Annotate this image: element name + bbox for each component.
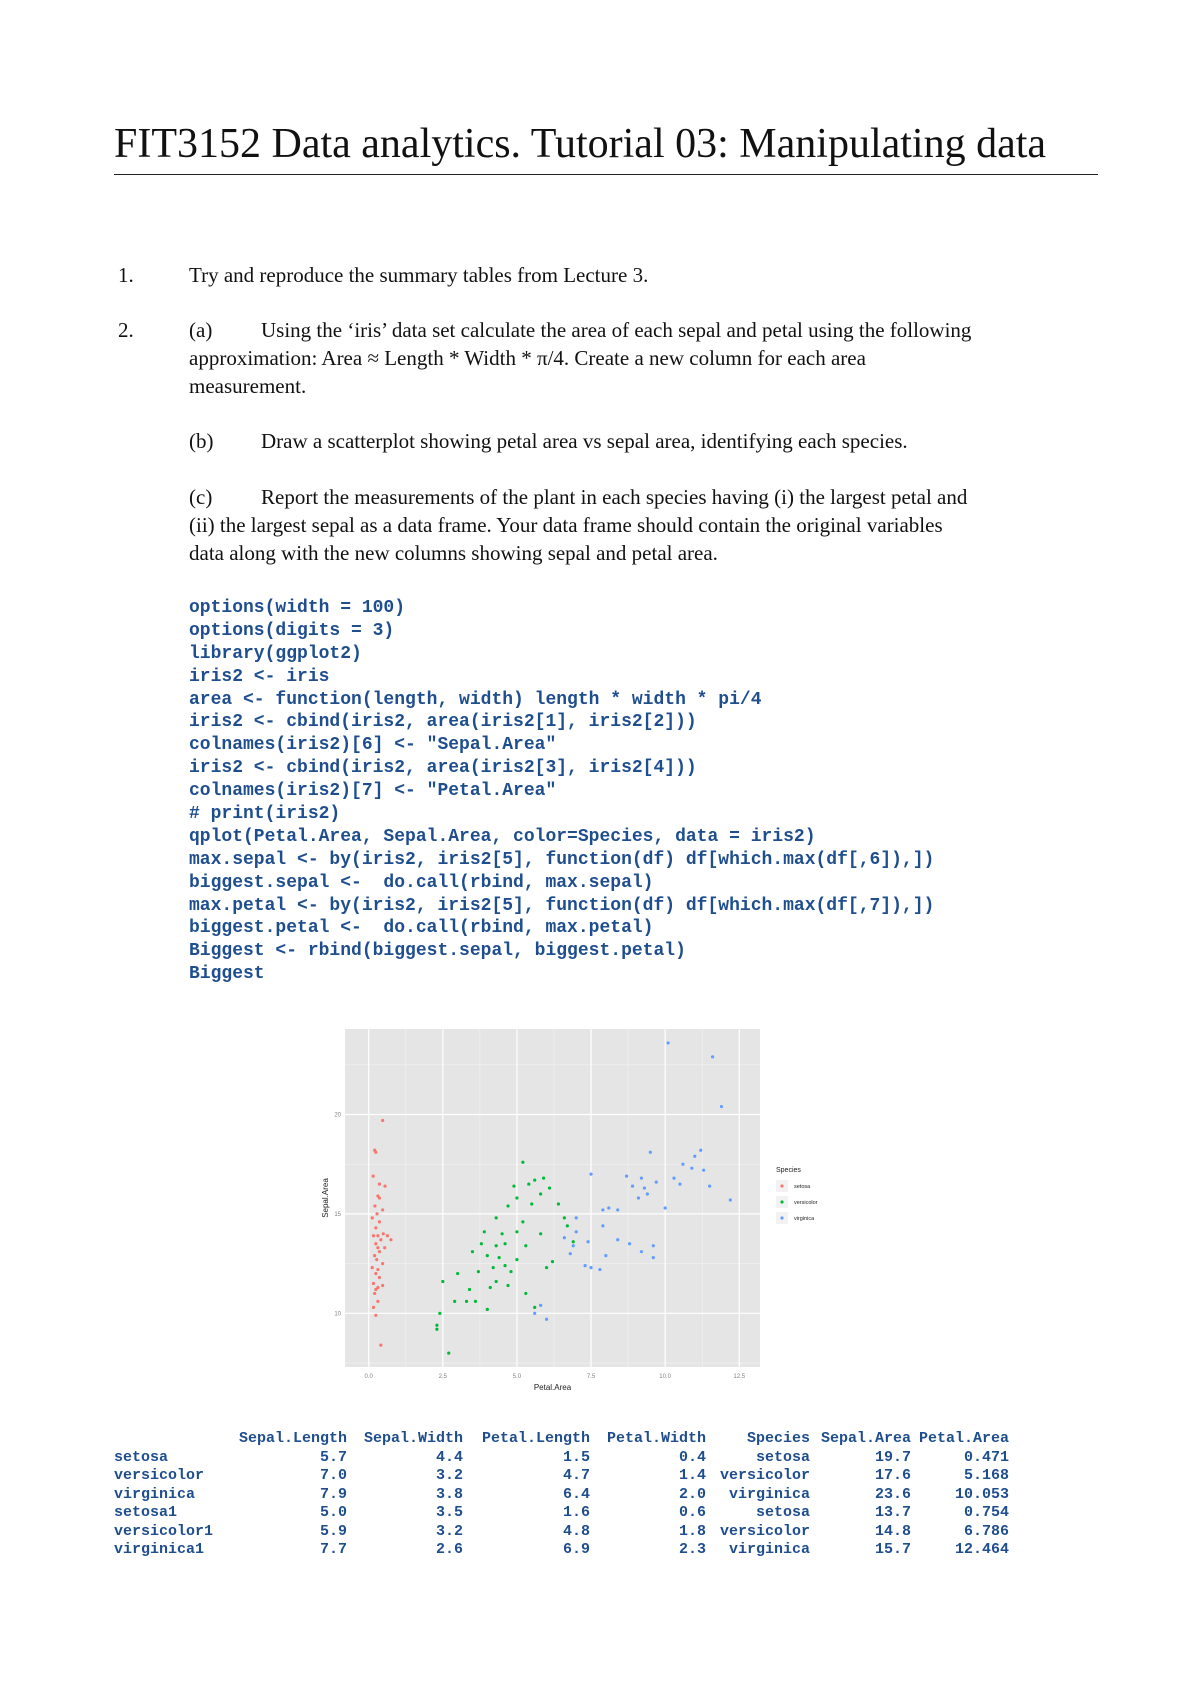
table-cell: setosa [755,1448,810,1466]
data-point-versicolor [545,1266,548,1269]
item-text-1: Try and reproduce the summary tables from Lecture 3. [189,263,649,287]
table-row [114,1486,1009,1505]
column-header: Petal.Area [918,1430,1009,1447]
y-axis-title: Sepal.Area [321,1178,330,1218]
row-name: setosa [114,1448,169,1466]
data-point-virginica [601,1224,604,1227]
data-point-versicolor [498,1256,501,1259]
code-line: options(width = 100) [189,598,406,618]
code-line: colnames(iris2)[7] <- "Petal.Area" [189,781,557,802]
q2c-label: (c) [189,485,213,509]
x-tick-label: 0.0 [364,1374,373,1380]
table-cell: 15.7 [874,1541,911,1558]
x-tick-label: 5.0 [512,1374,522,1380]
legend-swatch [780,1216,783,1219]
table-cell: 2.3 [678,1541,706,1558]
data-point-setosa [375,1258,378,1261]
table-row [114,1449,1009,1468]
data-point-versicolor [503,1242,506,1245]
row-name: versicolor1 [114,1522,214,1540]
data-point-virginica [616,1208,619,1211]
data-point-virginica [628,1242,631,1245]
data-point-versicolor [435,1328,438,1331]
data-point-setosa [383,1184,386,1187]
data-point-virginica [601,1208,604,1211]
table-header-row [114,1430,1009,1449]
table-cell: 6.786 [963,1522,1009,1540]
column-header: Species [746,1430,810,1447]
data-point-setosa [378,1182,381,1185]
data-point-versicolor [515,1258,518,1261]
table-cell: 1.5 [562,1448,590,1466]
data-point-virginica [589,1173,592,1176]
table-cell: 5.168 [963,1467,1009,1484]
table-cell: 12.464 [954,1541,1009,1558]
data-point-virginica [711,1055,714,1058]
data-point-versicolor [435,1324,438,1327]
legend-swatch [780,1184,783,1187]
data-point-versicolor [503,1264,506,1267]
data-point-versicolor [530,1202,533,1205]
column-header: Sepal.Area [820,1430,911,1447]
data-point-virginica [572,1244,575,1247]
data-point-setosa [376,1286,379,1289]
data-point-setosa [376,1300,379,1303]
table-cell: 13.7 [874,1504,911,1521]
table-cell: 3.8 [435,1485,463,1503]
table-cell: 23.6 [874,1485,911,1503]
q2c-line3: data along with the new columns showing sepal and petal area. [189,541,718,565]
data-point-setosa [374,1242,377,1245]
y-tick-label: 20 [334,1112,341,1119]
item-number-2: 2. [118,318,134,342]
table-cell: 0.471 [963,1448,1009,1466]
data-point-versicolor [506,1204,509,1207]
data-point-virginica [729,1198,732,1201]
x-tick-label: 10.0 [659,1374,671,1380]
data-point-virginica [604,1254,607,1257]
table-cell: 7.7 [319,1541,347,1558]
data-point-setosa [371,1216,374,1219]
table-cell: 5.7 [319,1448,347,1466]
table-cell: 10.053 [954,1485,1009,1503]
data-point-virginica [702,1169,705,1172]
code-line: Biggest [189,964,265,985]
data-point-virginica [678,1182,681,1185]
data-point-versicolor [471,1250,474,1253]
data-point-versicolor [512,1184,515,1187]
data-point-setosa [381,1262,384,1265]
data-point-virginica [637,1196,640,1199]
data-point-versicolor [521,1220,524,1223]
data-point-setosa [372,1282,375,1285]
table-cell: versicolor [719,1522,810,1540]
q2c-line2: (ii) the largest sepal as a data frame. Your data frame should contain the original variables [189,513,943,537]
data-point-setosa [373,1292,376,1295]
data-point-versicolor [539,1192,542,1195]
data-point-virginica [646,1192,649,1195]
row-name: virginica [114,1485,196,1503]
r-code-block [189,597,934,986]
data-point-virginica [607,1206,610,1209]
code-line: max.sepal <- by(iris2, iris2[5], function(df) df[which.max(df[,6]),]) [189,849,935,870]
data-point-setosa [379,1238,382,1241]
table-cell: 0.4 [678,1448,706,1466]
code-line: iris2 <- cbind(iris2, area(iris2[1], iris2[2])) [189,712,697,733]
data-point-virginica [690,1167,693,1170]
data-point-virginica [640,1250,643,1253]
row-name: versicolor [114,1467,205,1484]
data-point-virginica [664,1206,667,1209]
data-point-virginica [631,1184,634,1187]
x-axis-title: Petal.Area [533,1383,572,1392]
q2b-label: (b) [189,429,214,453]
data-point-virginica [616,1238,619,1241]
table-cell: 1.4 [678,1467,706,1484]
data-point-versicolor [495,1216,498,1219]
code-line: # print(iris2) [189,804,341,825]
data-point-versicolor [447,1351,450,1354]
legend-label: setosa [794,1184,811,1190]
data-point-virginica [640,1177,643,1180]
legend-label: versicolor [794,1200,818,1206]
code-line: library(ggplot2) [189,643,362,664]
table-row [114,1541,1009,1560]
table-cell: 5.0 [319,1504,347,1521]
data-point-setosa [379,1344,382,1347]
table-cell: 3.5 [435,1504,463,1521]
data-point-versicolor [456,1272,459,1275]
table-cell: 0.6 [678,1504,706,1521]
data-point-setosa [378,1250,381,1253]
data-point-versicolor [566,1224,569,1227]
table-cell: 6.9 [562,1541,590,1558]
page-title: FIT3152 Data analytics. Tutorial 03: Manipulating data [114,116,1098,175]
data-point-virginica [699,1149,702,1152]
data-point-setosa [374,1226,377,1229]
data-point-versicolor [480,1242,483,1245]
code-line: iris2 <- iris [189,666,330,687]
data-point-versicolor [477,1270,480,1273]
data-point-versicolor [486,1308,489,1311]
table-cell: 5.9 [319,1522,347,1540]
legend-title: Species [776,1167,801,1174]
data-point-virginica [652,1244,655,1247]
data-point-virginica [649,1151,652,1154]
table-cell: setosa [755,1504,810,1521]
data-point-virginica [586,1240,589,1243]
data-point-setosa [375,1212,378,1215]
table-cell: 14.8 [874,1522,911,1540]
data-point-setosa [372,1306,375,1309]
data-point-virginica [598,1268,601,1271]
y-tick-label: 10 [334,1311,341,1318]
table-cell: 4.8 [562,1522,590,1540]
table-cell: 17.6 [874,1467,911,1484]
data-point-virginica [672,1177,675,1180]
q2b-text: Draw a scatterplot showing petal area vs sepal area, identifying each species. [261,429,908,453]
column-header: Sepal.Width [363,1430,463,1447]
table-row [114,1467,1009,1486]
x-tick-label: 12.5 [733,1374,746,1380]
code-line: biggest.petal <- do.call(rbind, max.petal) [189,918,654,939]
table-cell: 7.9 [319,1485,347,1503]
data-point-versicolor [539,1232,542,1235]
column-header: Sepal.Length [238,1430,347,1447]
code-line: area <- function(length, width) length * width * pi/4 [189,689,762,710]
q2a-line2: approximation: Area ≈ Length * Width * π/4. Create a new column for each area [189,346,866,370]
data-point-setosa [371,1266,374,1269]
data-point-versicolor [515,1196,518,1199]
data-point-versicolor [453,1300,456,1303]
biggest-data-frame [114,1430,1009,1560]
code-line: max.petal <- by(iris2, iris2[5], function(df) df[which.max(df[,7]),]) [189,895,935,916]
data-point-versicolor [515,1230,518,1233]
data-point-versicolor [524,1292,527,1295]
data-point-versicolor [438,1312,441,1315]
code-line: biggest.sepal <- do.call(rbind, max.sepal) [189,872,654,893]
column-header: Petal.Width [606,1430,706,1447]
data-point-versicolor [492,1266,495,1269]
data-point-setosa [378,1276,381,1279]
data-point-virginica [693,1155,696,1158]
data-point-virginica [667,1041,670,1044]
data-point-virginica [539,1304,542,1307]
data-point-setosa [376,1268,379,1271]
x-tick-label: 2.5 [438,1374,447,1380]
table-cell: 19.7 [874,1448,911,1466]
data-point-virginica [575,1230,578,1233]
data-point-versicolor [489,1286,492,1289]
data-point-virginica [655,1180,658,1183]
scatterplot [318,1027,828,1400]
code-line: iris2 <- cbind(iris2, area(iris2[3], iris2[4])) [189,758,697,779]
data-point-virginica [589,1266,592,1269]
data-point-versicolor [524,1244,527,1247]
data-point-setosa [386,1234,389,1237]
table-cell: 0.754 [963,1504,1009,1521]
code-line: qplot(Petal.Area, Sepal.Area, color=Species, data = iris2) [189,826,816,847]
data-point-virginica [563,1236,566,1239]
data-point-virginica [545,1318,548,1321]
table-cell: 7.0 [319,1467,347,1484]
item-number-1: 1. [118,263,134,287]
data-point-setosa [378,1220,381,1223]
data-point-virginica [681,1163,684,1166]
data-point-setosa [382,1232,385,1235]
table-row [114,1523,1009,1542]
data-point-versicolor [548,1186,551,1189]
data-point-setosa [389,1238,392,1241]
row-name: virginica1 [114,1541,205,1558]
q2c-line1: Report the measurements of the plant in each species having (i) the largest petal and [261,485,968,509]
table-cell: versicolor [719,1467,810,1484]
data-point-setosa [378,1196,381,1199]
code-line: options(digits = 3) [189,620,395,641]
data-point-setosa [376,1246,379,1249]
data-point-versicolor [551,1260,554,1263]
data-point-setosa [372,1234,375,1237]
data-point-versicolor [465,1300,468,1303]
data-point-versicolor [533,1306,536,1309]
x-tick-label: 7.5 [586,1374,596,1380]
y-tick-label: 15 [334,1211,341,1218]
table-cell: 3.2 [435,1522,463,1540]
data-point-versicolor [557,1202,560,1205]
table-cell: 2.0 [678,1485,706,1503]
data-point-versicolor [483,1230,486,1233]
data-point-versicolor [495,1280,498,1283]
data-point-versicolor [474,1300,477,1303]
data-point-setosa [374,1272,377,1275]
data-point-setosa [381,1119,384,1122]
q2a-label: (a) [189,318,213,342]
data-point-versicolor [509,1270,512,1273]
column-header: Petal.Length [481,1430,590,1447]
data-point-setosa [381,1208,384,1211]
row-name: setosa1 [114,1504,178,1521]
data-point-virginica [720,1105,723,1108]
data-point-virginica [584,1264,587,1267]
data-point-setosa [374,1151,377,1154]
data-point-setosa [373,1204,376,1207]
data-point-setosa [373,1254,376,1257]
table-cell: 4.7 [562,1467,590,1484]
data-point-virginica [575,1216,578,1219]
data-point-virginica [652,1256,655,1259]
data-point-versicolor [486,1254,489,1257]
data-point-versicolor [506,1284,509,1287]
code-line: Biggest <- rbind(biggest.sepal, biggest.petal) [189,941,686,962]
table-cell: 2.6 [435,1541,463,1558]
legend-swatch [780,1200,783,1203]
data-point-virginica [569,1252,572,1255]
q2a-line3: measurement. [189,374,307,398]
q2a-line1: Using the ‘iris’ data set calculate the area of each sepal and petal using the following [261,318,972,342]
data-point-setosa [372,1175,375,1178]
table-cell: 1.6 [562,1504,590,1521]
data-point-versicolor [527,1182,530,1185]
table-cell: 3.2 [435,1467,463,1484]
data-point-virginica [708,1184,711,1187]
data-point-versicolor [501,1232,504,1235]
data-point-versicolor [563,1216,566,1219]
data-point-versicolor [441,1280,444,1283]
plot-panel [345,1029,760,1367]
data-point-versicolor [521,1161,524,1164]
table-cell: 4.4 [435,1448,463,1466]
data-point-virginica [625,1175,628,1178]
data-point-versicolor [542,1177,545,1180]
data-point-setosa [383,1246,386,1249]
table-cell: 6.4 [562,1485,590,1503]
code-line: colnames(iris2)[6] <- "Sepal.Area" [189,735,557,756]
column-header [114,1430,232,1449]
table-row [114,1504,1009,1523]
table-cell: virginica [728,1541,810,1558]
data-point-virginica [643,1186,646,1189]
data-point-versicolor [533,1179,536,1182]
data-point-setosa [381,1284,384,1287]
legend-label: virginica [794,1216,815,1222]
data-point-setosa [376,1234,379,1237]
data-point-versicolor [468,1288,471,1291]
data-point-setosa [374,1314,377,1317]
table-cell: 1.8 [678,1522,706,1540]
data-point-virginica [533,1312,536,1315]
data-point-versicolor [572,1240,575,1243]
table-cell: virginica [728,1485,810,1503]
data-point-versicolor [495,1244,498,1247]
